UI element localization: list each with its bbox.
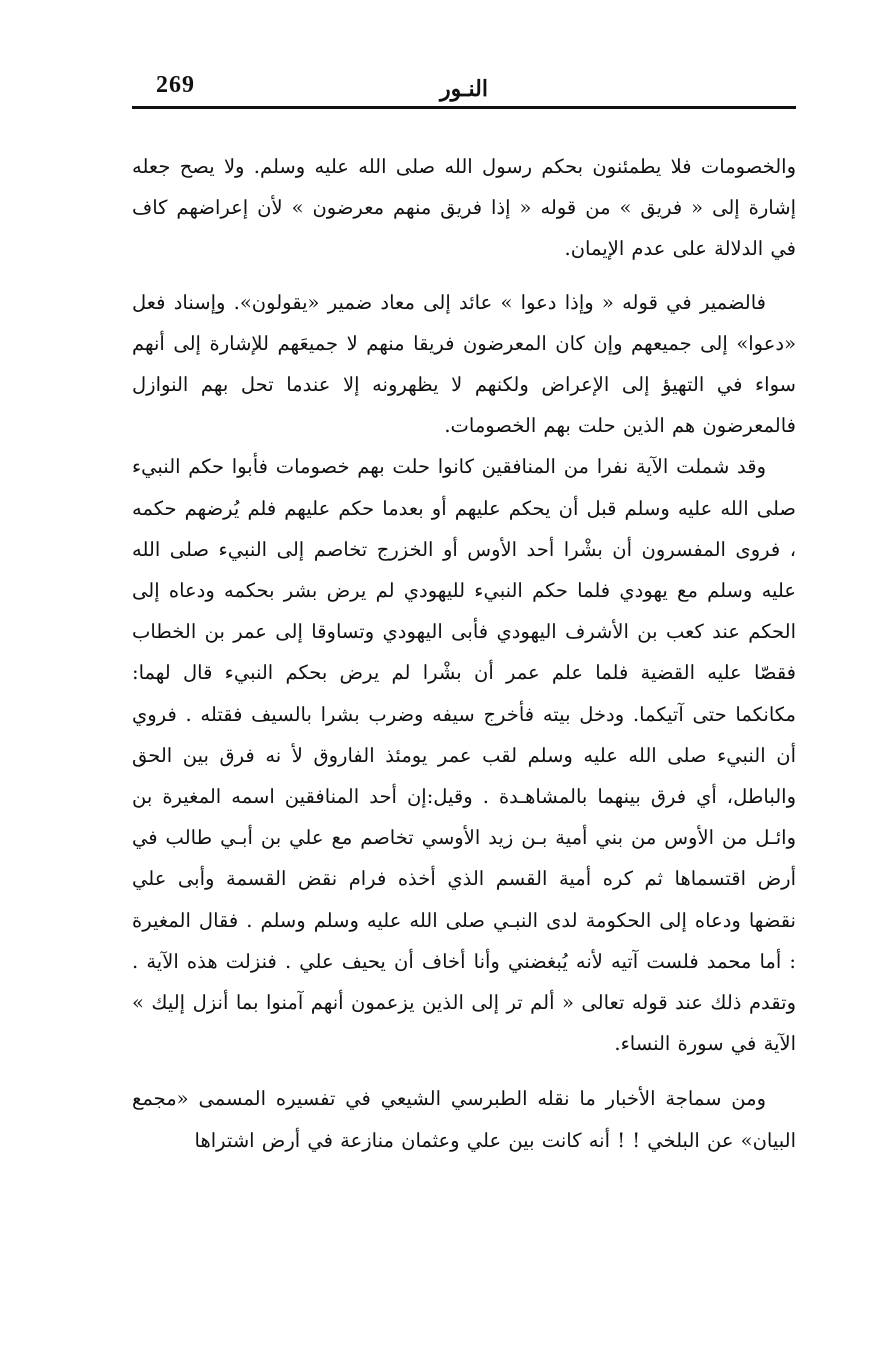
- page-number: 269: [156, 72, 195, 98]
- running-title: النـور: [440, 76, 488, 102]
- header-rule: [132, 106, 796, 109]
- paragraph: والخصومات فلا يطمئنون بحكم رسول الله صلى الله عليه وسلم. ولا يصح جعله إشارة إلى « فريق » من قوله « إذا فريق منهم معرضون » لأن إعراضهم كاف في الدلالة على عدم الإيمان.: [132, 155, 796, 261]
- paragraph: ومن سماجة الأخبار ما نقله الطبرسي الشيعي في تفسيره المسمى «مجمع البيان» عن البلخي ! ! أنه كانت بين علي وعثمان منازعة في أرض اشتراها: [132, 1087, 796, 1152]
- paragraph: وقد شملت الآية نفرا من المنافقين كانوا حلت بهم خصومات فأبوا حكم النبيء صلى الله عليه وسلم قبل أن يحكم عليهم أو بعدما حكم عليهم فلم يُرضهم حكمه ، فروى المفسرون أن بشْرا أحد الأوس أو الخزرج تخاصم إلى النبيء صلى الله عليه وسلم مع يهودي فلما حكم النبيء لليهودي لم يرض بشر بحكمه ودعاه إلى الحكم عند كعب بن الأشرف اليهودي فأبى اليهودي وتساوقا إلى عمر بن الخطاب فقصّا عليه القضية فلما علم عمر أن بشْرا لم يرض بحكم النبيء قال لهما: مكانكما حتى آتيكما. ودخل بيته فأخرج سيفه وضرب بشرا بالسيف فقتله . فروي أن النبيء صلى الله عليه وسلم لقب عمر يومئذ الفاروق لأ نه فرق بين الحق والباطل، أي فرق بينهما بالمشاهـدة . وقيل:إن أحد المنافقين اسمه المغيرة بن وائـل من الأوس من بني أمية بـن زيد الأوسي تخاصم مع علي بن أبـي طالب في أرض اقتسماها ثم كره أمية القسم الذي أخذه فرام نقض القسمة وأبى علي نقضها ودعاه إلى الحكومة لدى النبـي صلى الله عليه وسلم وسلم . فقال المغيرة : أما محمد فلست آتيه لأنه يُبغضني وأنا أخاف أن يحيف علي . فنزلت هذه الآية . وتقدم ذلك عند قوله تعالى « ألم تر إلى الذين يزعمون أنهم آمنوا بما أنزل إليك » الآية في سورة النساء.: [132, 455, 796, 1056]
- body-text: [132, 146, 796, 1161]
- paragraph: فالضمير في قوله « وإذا دعوا » عائد إلى معاد ضمير «يقولون». وإسناد فعل «دعوا» إلى جميعهم وإن كان المعرضون فريقا منهم لا جميعَهم للإشارة إلى أنهم سواء في التهيؤ إلى الإعراض ولكنهم لا يظهرونه إلا عندما تحل بهم النوازل فالمعرضون هم الذين حلت بهم الخصومات.: [132, 290, 796, 438]
- page-header: [132, 62, 796, 106]
